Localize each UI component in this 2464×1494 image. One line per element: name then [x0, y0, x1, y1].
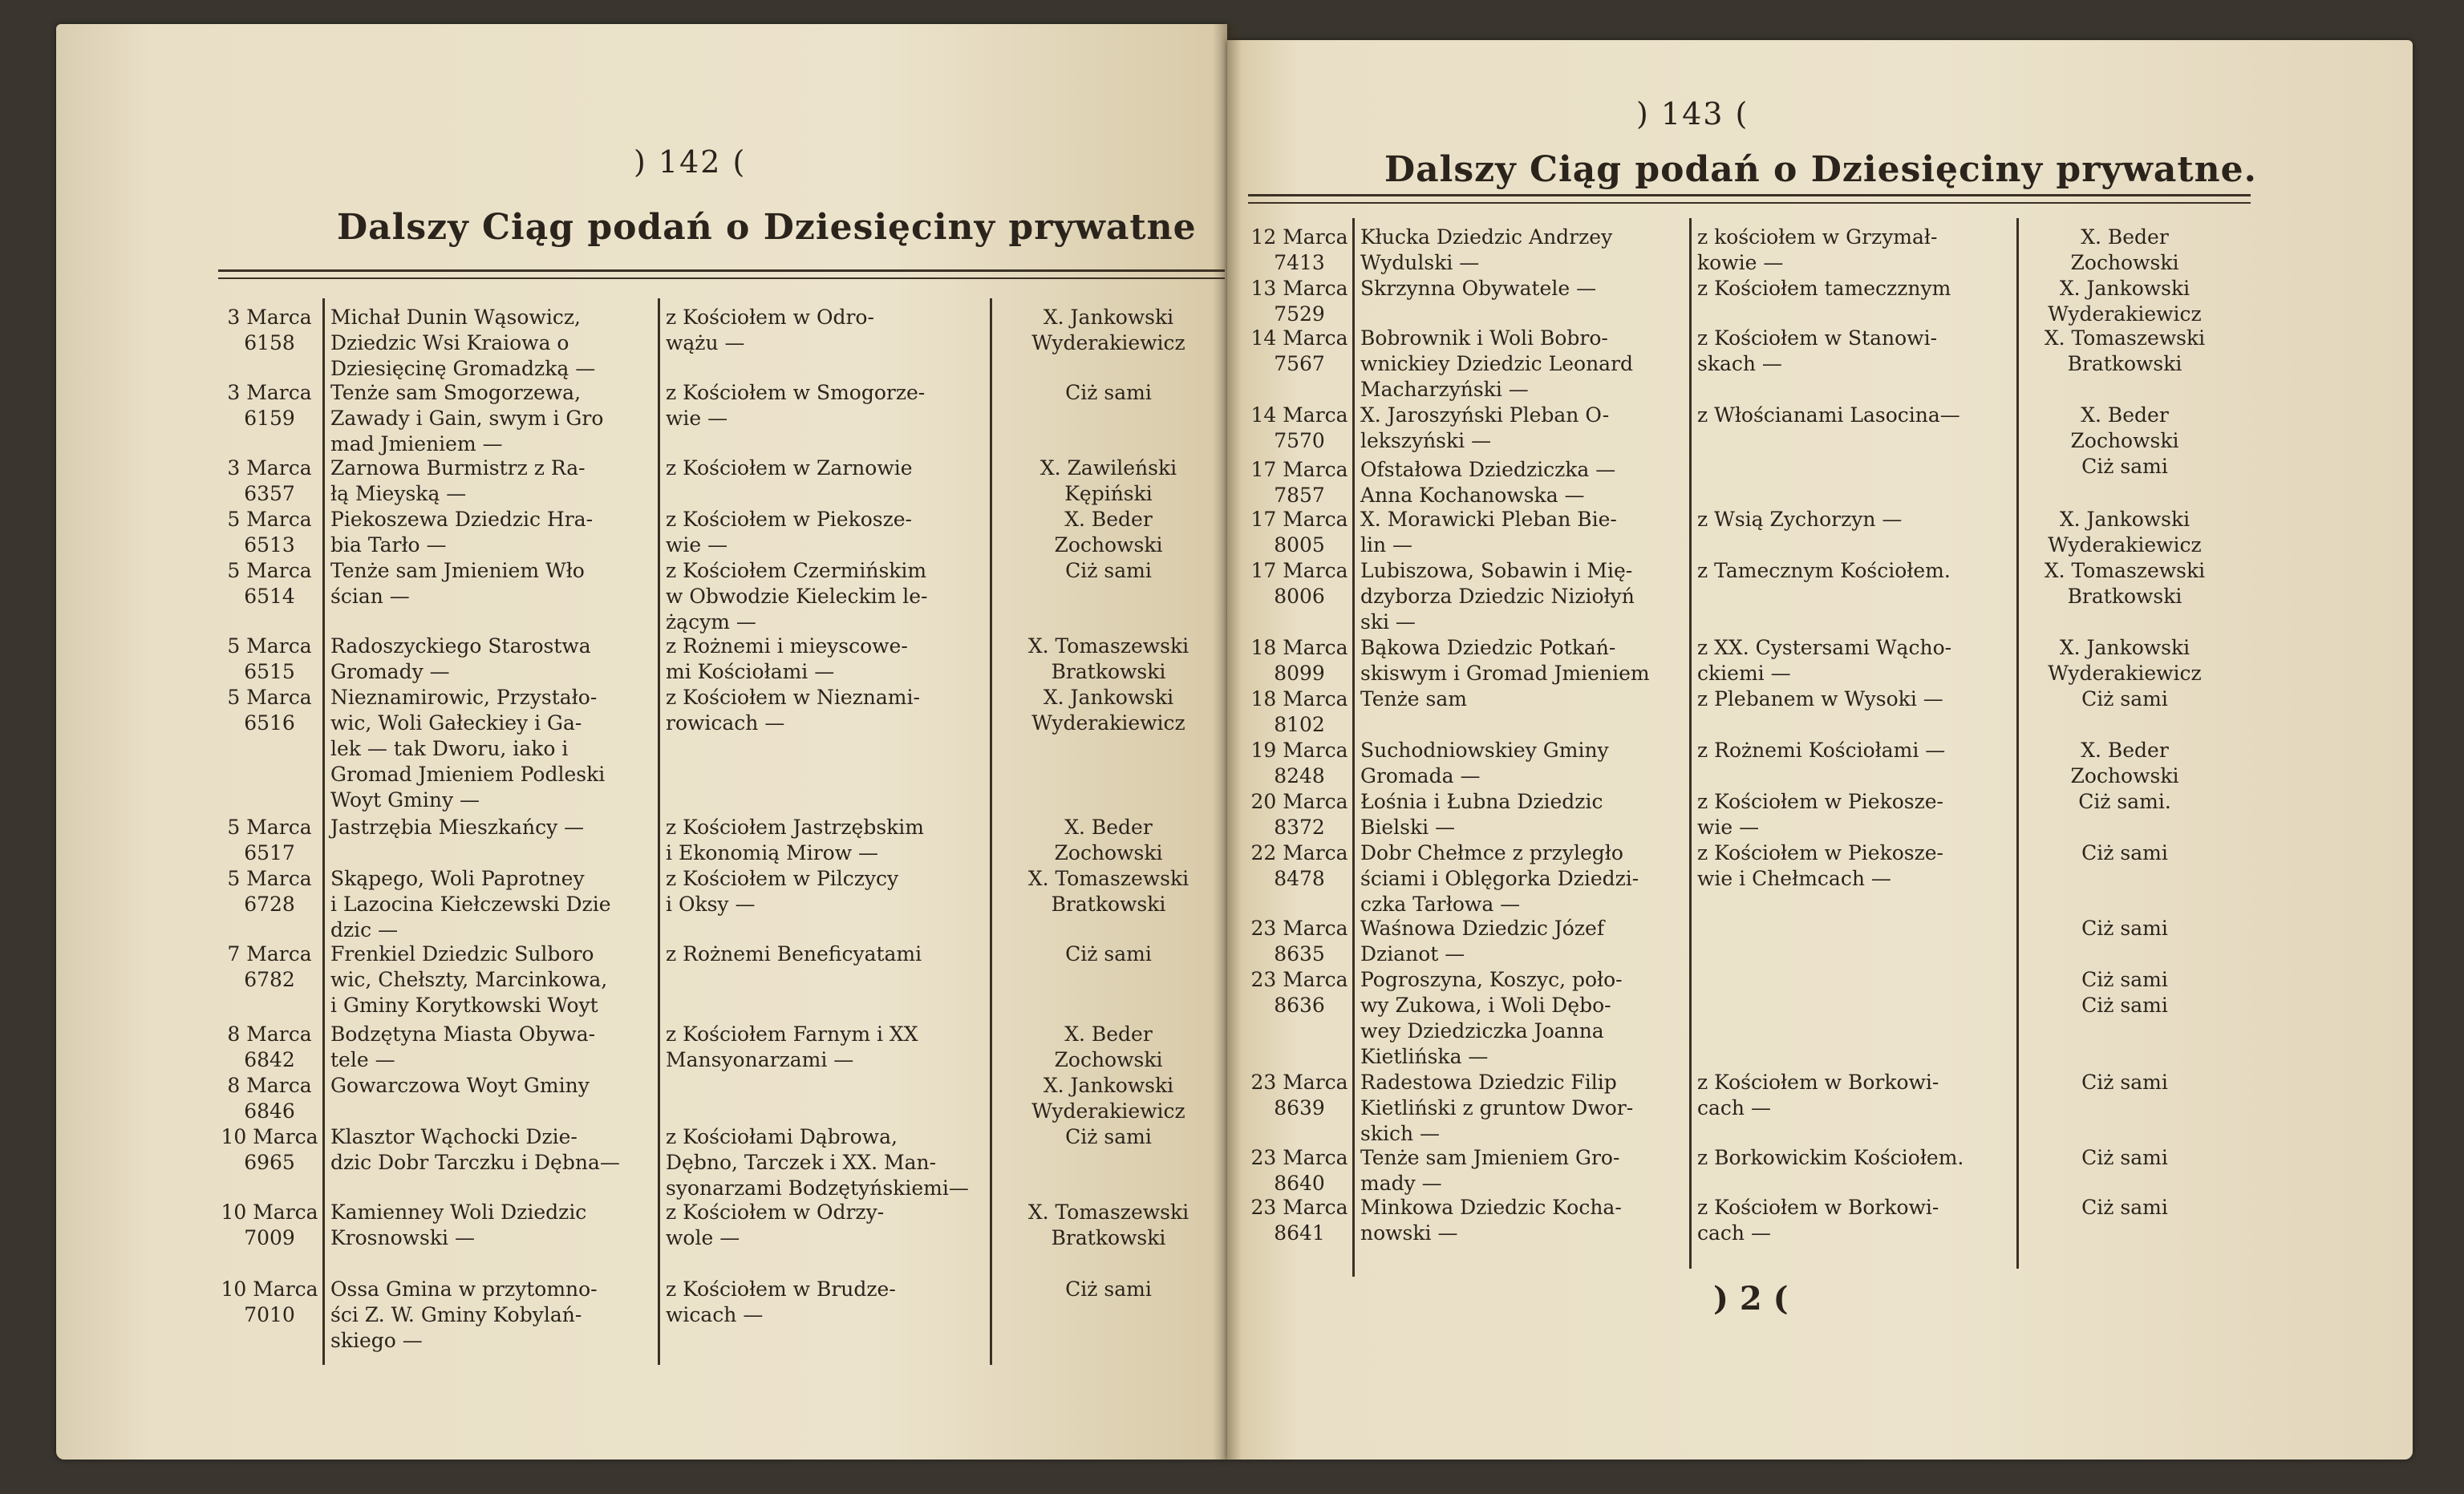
cell-desc: Tenże sam	[1360, 687, 1467, 711]
cell-desc: Suchodniowskiey Gminy Gromada —	[1360, 739, 1609, 787]
cell-comm: X. Jankowski Wyderakiewicz	[2048, 636, 2202, 685]
right-header-rule-2	[1248, 202, 2251, 204]
cell-desc: Ossa Gmina w przytomno- ści Z. W. Gminy Kobylań- skiego —	[330, 1277, 598, 1352]
cell-desc: Bobrownik i Woli Bobro- wnickiey Dziedzic Leonard Macharzyński —	[1360, 326, 1634, 401]
cell-date: 20 Marca 8372	[1250, 790, 1348, 839]
cell-desc: Tenże sam Jmieniem Wło ścian —	[330, 559, 585, 608]
cell-comm: X. Beder Zochowski	[2070, 739, 2179, 787]
cell-desc: Minkowa Dziedzic Kocha- nowski —	[1360, 1196, 1622, 1245]
cell-desc: Bąkowa Dziedzic Potkań- skiswym i Gromad Jmieniem	[1360, 636, 1650, 685]
cell-comm: Ciż sami	[1065, 1277, 1152, 1301]
right-column-divider-1	[1352, 218, 1355, 1277]
cell-date: 8 Marca 6842	[227, 1022, 312, 1071]
cell-date: 18 Marca 8099	[1250, 636, 1348, 685]
cell-date: 23 Marca 8636	[1250, 968, 1348, 1017]
cell-comm: Ciż sami	[2081, 1071, 2168, 1094]
cell-comm: X. Jankowski Wyderakiewicz	[2048, 277, 2202, 326]
cell-date: 10 Marca 7009	[221, 1200, 318, 1249]
cell-date: 5 Marca 6516	[227, 686, 312, 735]
cell-desc: Nieznamirowic, Przystało- wic, Woli Gałeckiey i Ga- lek — tak Dworu, iako i Gromad Jmieniem Podleski Woyt Gminy —	[330, 686, 606, 812]
cell-comm: X. Beder Zochowski Ciż sami	[2070, 403, 2179, 478]
cell-church: z Kościołem w Zarnowie	[666, 456, 913, 480]
left-column-divider-3	[990, 298, 992, 1365]
cell-church: z Rożnemi Beneficyatami	[666, 942, 922, 966]
cell-desc: Bodzętyna Miasta Obywa- tele —	[330, 1022, 596, 1071]
cell-date: 23 Marca 8635	[1250, 917, 1348, 966]
cell-church: z Tamecznym Kościołem.	[1697, 559, 1951, 582]
cell-church: z Kościołem Farnym i XX Mansyonarzami —	[666, 1022, 918, 1071]
cell-church: z kościołem w Grzymał- kowie —	[1697, 225, 1938, 274]
cell-desc: Piekoszewa Dziedzic Hra- bia Tarło —	[330, 508, 594, 557]
cell-date: 14 Marca 7570	[1250, 403, 1348, 452]
cell-comm: Ciż sami	[2081, 687, 2168, 711]
cell-desc: Klasztor Wąchocki Dzie- dzic Dobr Tarczku i Dębna—	[330, 1125, 620, 1174]
cell-date: 5 Marca 6514	[227, 559, 312, 608]
cell-church: z Kościołem w Piekosze- wie —	[1697, 790, 1944, 839]
cell-church: z Rożnemi Kościołami —	[1697, 739, 1946, 762]
cell-date: 18 Marca 8102	[1250, 687, 1348, 736]
cell-date: 10 Marca 6965	[221, 1125, 318, 1174]
cell-date: 5 Marca 6517	[227, 816, 312, 864]
right-page-title: Dalszy Ciąg podań o Dziesięciny prywatne.	[1384, 149, 2257, 190]
cell-church: z Kościołem w Pilczycy i Oksy —	[666, 867, 899, 916]
cell-desc: Radoszyckiego Starostwa Gromady —	[330, 634, 591, 683]
catchword: ) 2 (	[1713, 1280, 1789, 1318]
cell-comm: X. Jankowski Wyderakiewicz	[1031, 686, 1185, 735]
cell-church: z Kościołem w Smogorze- wie —	[666, 381, 926, 430]
cell-comm: Ciż sami	[2081, 1146, 2168, 1169]
cell-church: z Kościołem w Stanowi- skach —	[1697, 326, 1938, 375]
cell-date: 14 Marca 7567	[1250, 326, 1348, 375]
cell-church: z Plebanem w Wysoki —	[1697, 687, 1943, 711]
right-column-divider-3	[2016, 218, 2019, 1269]
left-header-rule-2	[218, 277, 1225, 279]
cell-desc: Jastrzębia Mieszkańcy —	[330, 816, 585, 839]
cell-desc: Radestowa Dziedzic Filip Kietliński z gruntow Dwor- skich —	[1360, 1071, 1634, 1145]
cell-comm: X. Beder Zochowski	[2070, 225, 2179, 274]
cell-date: 10 Marca 7010	[221, 1277, 318, 1326]
cell-church: z Kościołem w Odro- wążu —	[666, 306, 874, 354]
cell-comm: Ciż sami.	[2078, 790, 2171, 813]
cell-church: z Kościołem w Nieznami- rowicach —	[666, 686, 920, 735]
cell-comm: X. Tomaszewski Bratkowski	[2044, 559, 2206, 608]
cell-church: z Kościołem w Piekosze- wie —	[666, 508, 913, 557]
cell-church: z Rożnemi i mieyscowe- mi Kościołami —	[666, 634, 908, 683]
cell-comm: X. Tomaszewski Bratkowski	[1027, 1200, 1189, 1249]
cell-church: z Kościołem w Borkowi- cach —	[1697, 1071, 1939, 1119]
cell-church: z Wsią Zychorzyn —	[1697, 508, 1903, 531]
cell-church: z Kościołem w Borkowi- cach —	[1697, 1196, 1939, 1245]
cell-church: z XX. Cystersami Wącho- ckiemi —	[1697, 636, 1952, 685]
cell-church: z Kościołem w Odrzy- wole —	[666, 1200, 885, 1249]
cell-comm: X. Jankowski Wyderakiewicz	[1031, 1074, 1185, 1123]
cell-date: 3 Marca 6357	[227, 456, 312, 505]
cell-church: z Borkowickim Kościołem.	[1697, 1146, 1964, 1169]
cell-desc: Dobr Chełmce z przyległo ściami i Oblęgorka Dziedzi- czka Tarłowa —	[1360, 841, 1639, 916]
cell-date: 5 Marca 6515	[227, 634, 312, 683]
left-header-rule	[218, 269, 1225, 272]
cell-church: z Kościołami Dąbrowa, Dębno, Tarczek i XX. Man- syonarzami Bodzętyńskiemi—	[666, 1125, 969, 1200]
cell-desc: Frenkiel Dziedzic Sulboro wic, Chełszty, Marcinkowa, i Gminy Korytkowski Woyt	[330, 942, 608, 1017]
cell-church: z Kościołem Czermińskim w Obwodzie Kieleckim le- żącym —	[666, 559, 928, 634]
cell-comm: X. Beder Zochowski	[1054, 816, 1163, 864]
cell-comm: Ciż sami	[2081, 841, 2168, 864]
cell-church: z Kościołem tameczznym	[1697, 277, 1951, 300]
left-page-title: Dalszy Ciąg podań o Dziesięciny prywatne	[337, 207, 1197, 248]
cell-date: 19 Marca 8248	[1250, 739, 1348, 787]
cell-desc: Zarnowa Burmistrz z Ra- łą Mieyską —	[330, 456, 586, 505]
cell-comm: X. Jankowski Wyderakiewicz	[1031, 306, 1185, 354]
cell-comm: X. Tomaszewski Bratkowski	[1027, 867, 1189, 916]
cell-comm: X. Jankowski Wyderakiewicz	[2048, 508, 2202, 557]
cell-date: 17 Marca 8005	[1250, 508, 1348, 557]
cell-desc: Skąpego, Woli Paprotney i Lazocina Kiełczewski Dzie dzic —	[330, 867, 611, 941]
cell-comm: X. Beder Zochowski	[1054, 508, 1163, 557]
cell-desc: Tenże sam Jmieniem Gro- mady —	[1360, 1146, 1620, 1195]
cell-desc: Lubiszowa, Sobawin i Mię- dzyborza Dziedzic Niziołyń ski —	[1360, 559, 1635, 634]
cell-date: 5 Marca 6513	[227, 508, 312, 557]
cell-date: 23 Marca 8641	[1250, 1196, 1348, 1245]
cell-date: 23 Marca 8640	[1250, 1146, 1348, 1195]
cell-comm: Ciż sami	[1065, 559, 1152, 582]
cell-date: 8 Marca 6846	[227, 1074, 312, 1123]
cell-comm: X. Tomaszewski Bratkowski	[2044, 326, 2206, 375]
cell-desc: Michał Dunin Wąsowicz, Dziedzic Wsi Kraiowa o Dziesięcinę Gromadzką —	[330, 306, 596, 380]
cell-comm: Ciż sami	[2081, 917, 2168, 940]
cell-desc: Ofstałowa Dziedziczka — Anna Kochanowska —	[1360, 458, 1616, 507]
cell-comm: Ciż sami	[1065, 942, 1152, 966]
cell-desc: Tenże sam Smogorzewa, Zawady i Gain, swym i Gro mad Jmieniem —	[330, 381, 604, 455]
cell-comm: X. Zawileński Kępiński	[1040, 456, 1177, 505]
cell-comm: X. Beder Zochowski	[1054, 1022, 1163, 1071]
cell-comm: Ciż sami Ciż sami	[2081, 968, 2168, 1017]
cell-church: z Kościołem w Brudze- wicach —	[666, 1277, 896, 1326]
cell-date: 17 Marca 7857	[1250, 458, 1348, 507]
cell-desc: Łośnia i Łubna Dziedzic Bielski —	[1360, 790, 1603, 839]
cell-date: 13 Marca 7529	[1250, 277, 1348, 326]
cell-comm: X. Tomaszewski Bratkowski	[1027, 634, 1189, 683]
cell-desc: Pogroszyna, Koszyc, poło- wy Zukowa, i Woli Dębo- wey Dziedziczka Joanna Kietlińska —	[1360, 968, 1623, 1068]
right-column-divider-2	[1689, 218, 1692, 1269]
cell-desc: X. Jaroszyński Pleban O- lekszyński —	[1360, 403, 1610, 452]
cell-desc: Skrzynna Obywatele —	[1360, 277, 1597, 300]
cell-church: z Włościanami Lasocina—	[1697, 403, 1960, 427]
cell-date: 7 Marca 6782	[227, 942, 312, 991]
cell-desc: Kłucka Dziedzic Andrzey Wydulski —	[1360, 225, 1613, 274]
cell-comm: Ciż sami	[2081, 1196, 2168, 1219]
cell-date: 5 Marca 6728	[227, 867, 312, 916]
cell-date: 17 Marca 8006	[1250, 559, 1348, 608]
cell-comm: Ciż sami	[1065, 1125, 1152, 1148]
right-page-number: ) 143 (	[1636, 96, 1749, 132]
cell-desc: X. Morawicki Pleban Bie- lin —	[1360, 508, 1617, 557]
left-page-number: ) 142 (	[634, 144, 747, 180]
left-column-divider-1	[322, 298, 325, 1365]
cell-date: 12 Marca 7413	[1250, 225, 1348, 274]
right-header-rule	[1248, 194, 2251, 196]
cell-date: 22 Marca 8478	[1250, 841, 1348, 890]
cell-desc: Waśnowa Dziedzic Józef Dzianot —	[1360, 917, 1605, 966]
cell-date: 3 Marca 6158	[227, 306, 312, 354]
cell-desc: Gowarczowa Woyt Gminy	[330, 1074, 590, 1097]
cell-desc: Kamienney Woli Dziedzic Krosnowski —	[330, 1200, 587, 1249]
left-column-divider-2	[658, 298, 660, 1365]
cell-date: 23 Marca 8639	[1250, 1071, 1348, 1119]
cell-church: z Kościołem Jastrzębskim i Ekonomią Mirow —	[666, 816, 925, 864]
cell-comm: Ciż sami	[1065, 381, 1152, 404]
cell-date: 3 Marca 6159	[227, 381, 312, 430]
cell-church: z Kościołem w Piekosze- wie i Chełmcach —	[1697, 841, 1944, 890]
